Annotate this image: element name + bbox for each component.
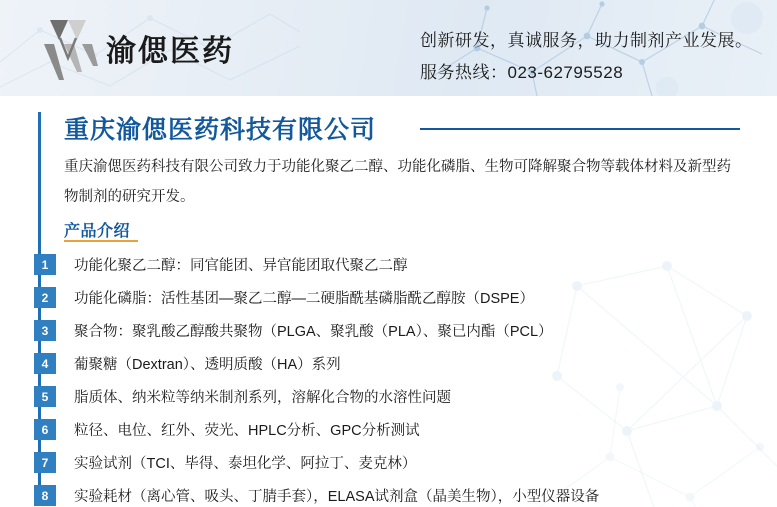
list-item	[30, 347, 770, 380]
list-item-text: 脂质体、纳米粒等纳米制剂系列，溶解化合物的水溶性问题	[74, 390, 451, 406]
list-item-text: 葡聚糖（Dextran）、透明质酸（HA）系列	[74, 357, 341, 373]
list-item-text: 聚合物：聚乳酸乙醇酸共聚物（PLGA、聚乳酸（PLA）、聚已内酯（PCL）	[74, 324, 553, 340]
logo-text: 渝偲医药	[106, 35, 234, 68]
section-title-products: 产品介绍	[64, 223, 131, 240]
list-item	[30, 248, 770, 281]
list-item	[30, 479, 770, 507]
page-content	[0, 96, 777, 507]
section-title-underline	[64, 240, 138, 242]
list-item-number: 6	[34, 419, 56, 440]
list-item	[30, 446, 770, 479]
logo-mark-icon	[38, 14, 110, 84]
product-list	[30, 248, 770, 507]
list-item-text: 实验试剂（TCI、毕得、泰坦化学、阿拉丁、麦克林）	[74, 456, 417, 472]
list-item-number: 5	[34, 386, 56, 407]
list-item-number: 3	[34, 320, 56, 341]
list-item-number: 8	[34, 485, 56, 506]
header-hotline: 服务热线：023-62795528	[420, 63, 624, 82]
list-item-text: 粒径、电位、红外、荧光、HPLC分析、GPC分析测试	[74, 423, 420, 439]
list-item-number: 1	[34, 254, 56, 275]
list-item	[30, 413, 770, 446]
list-item	[30, 380, 770, 413]
list-item-number: 4	[34, 353, 56, 374]
logo	[38, 12, 268, 86]
list-item-text: 功能化聚乙二醇：同官能团、异官能团取代聚乙二醇	[74, 258, 408, 274]
page-header	[0, 0, 777, 96]
list-item-text: 实验耗材（离心管、吸头、丁腈手套），ELASA试剂盒（晶美生物），小型仪器设备	[74, 489, 600, 505]
company-title: 重庆渝偲医药科技有限公司	[64, 116, 377, 144]
list-item-number: 2	[34, 287, 56, 308]
list-item-text: 功能化磷脂：活性基团—聚乙二醇—二硬脂酰基磷脂酰乙醇胺（DSPE）	[74, 291, 534, 307]
list-item	[30, 314, 770, 347]
title-divider	[420, 128, 740, 130]
header-slogan: 创新研发，真诚服务，助力制剂产业发展。	[420, 31, 753, 50]
list-item-number: 7	[34, 452, 56, 473]
company-intro: 重庆渝偲医药科技有限公司致力于功能化聚乙二醇、功能化磷脂、生物可降解聚合物等载体材料及新型药物制剂的研究开发。	[64, 159, 731, 205]
list-item	[30, 281, 770, 314]
